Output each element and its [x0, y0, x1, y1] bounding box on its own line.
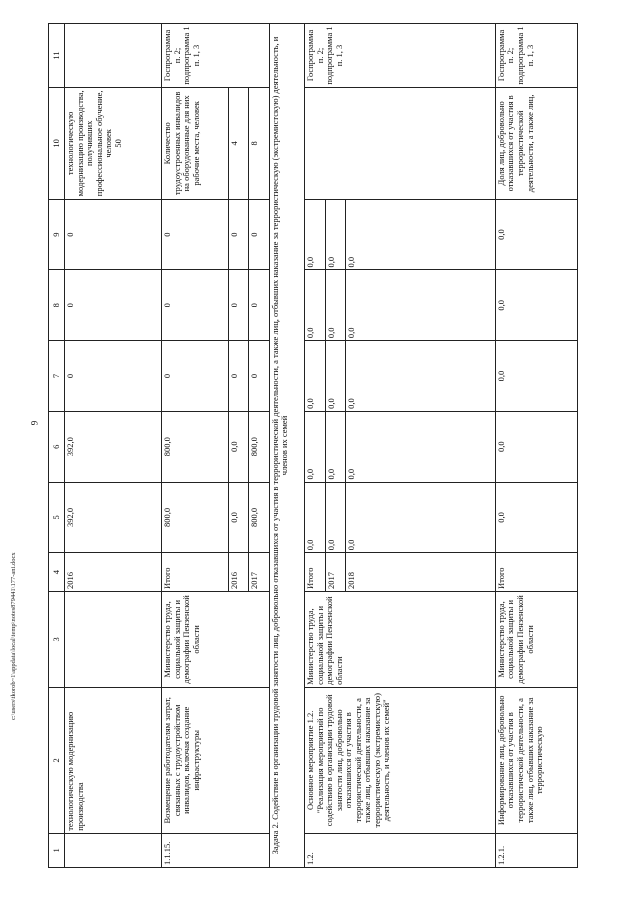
- measure-name: Возмещение работодателям затрат, связанных с трудоустройством инвалидов, включая создание инфраструктуры: [162, 687, 269, 833]
- value-cell: 0,0: [495, 270, 577, 341]
- value-cell: 0,0: [325, 482, 345, 553]
- table-row: [65, 24, 162, 868]
- value-cell: 800,0: [249, 411, 269, 482]
- year-cell: Итого: [162, 553, 229, 592]
- col-7: 7: [49, 341, 65, 412]
- value-cell: 0: [229, 341, 249, 412]
- measure-name: Информирование лиц, добровольно отказавшихся от участия в террористической деятельности, а также лиц, отбывших наказание за террористическую: [495, 687, 577, 833]
- indicator-value: 50: [112, 139, 123, 148]
- value-cell: 0,0: [345, 411, 495, 482]
- indicator-value: 4: [229, 87, 249, 199]
- value-cell: 0,0: [495, 411, 577, 482]
- value-cell: 0,0: [495, 199, 577, 270]
- value-cell: 0: [162, 341, 229, 412]
- indicator-text: технологическую модернизацию производства, получивших профессиональное обучение, человек: [65, 90, 114, 197]
- value-cell: 0: [229, 270, 249, 341]
- program-ref: Госпрограмма п. 2; подпрограмма 1 п. 1, 3: [305, 24, 496, 88]
- col-9: 9: [49, 199, 65, 270]
- task-heading-row: [269, 24, 305, 868]
- col-3: 3: [49, 592, 65, 688]
- value-cell: 0,0: [305, 270, 325, 341]
- row-number: 1.1.15.: [162, 833, 269, 867]
- value-cell: 392,0: [65, 411, 162, 482]
- value-cell: 800,0: [162, 411, 229, 482]
- year-cell: 2018: [345, 553, 495, 592]
- value-cell: 0,0: [305, 199, 325, 270]
- value-cell: 0,0: [345, 482, 495, 553]
- year-cell: Итого: [495, 553, 577, 592]
- value-cell: 0: [162, 199, 229, 270]
- value-cell: 0,0: [305, 482, 325, 553]
- value-cell: 800,0: [162, 482, 229, 553]
- value-cell: 0: [65, 199, 162, 270]
- value-cell: 0,0: [325, 199, 345, 270]
- value-cell: 0,0: [345, 199, 495, 270]
- task-heading: Задача 2. Содействие в организации трудовой занятости лиц, добровольно отказавшихся от участия в террористической деятельности, а также лиц, отбывших наказание за террористическую (экстремистскую) деятельность, и членов их семей: [269, 24, 305, 868]
- col-6: 6: [49, 411, 65, 482]
- value-cell: 800,0: [249, 482, 269, 553]
- year-cell: 2016: [65, 553, 162, 592]
- col-2: 2: [49, 687, 65, 833]
- page-number: 9: [29, 420, 40, 426]
- year-cell: 2017: [325, 553, 345, 592]
- col-4: 4: [49, 553, 65, 592]
- col-8: 8: [49, 270, 65, 341]
- col-5: 5: [49, 482, 65, 553]
- value-cell: 0,0: [495, 482, 577, 553]
- value-cell: 0,0: [305, 341, 325, 412]
- indicator-value: 8: [249, 87, 269, 199]
- indicator-text: Доля лиц, добровольно отказавшихся от участия в террористической деятельности, а также лиц,: [495, 87, 577, 199]
- value-cell: 0,0: [229, 411, 249, 482]
- value-cell: 0: [65, 270, 162, 341]
- col-10: 10: [49, 87, 65, 199]
- value-cell: 0,0: [305, 411, 325, 482]
- year-cell: 2017: [249, 553, 269, 592]
- indicator-text: Количество трудоустроенных инвалидов на оборудованные для них рабочие места, человек: [162, 87, 229, 199]
- row-number: 1.2.: [305, 833, 496, 867]
- value-cell: 0,0: [345, 270, 495, 341]
- program-measures-table: [48, 23, 578, 868]
- rotated-table-page: [48, 23, 578, 868]
- row-number: 1.2.1.: [495, 833, 577, 867]
- table-row: [305, 24, 325, 868]
- value-cell: 0,0: [325, 411, 345, 482]
- value-cell: 0,0: [325, 270, 345, 341]
- value-cell: 0: [249, 341, 269, 412]
- value-cell: 0: [249, 199, 269, 270]
- footer-file-path: c:\users\tkorob~1\appdata\local\temp\notes879441\177-ani.docx: [10, 552, 17, 720]
- value-cell: 0,0: [229, 482, 249, 553]
- year-cell: 2016: [229, 553, 249, 592]
- measure-name: Основное мероприятие 1.2. "Реализация мероприятий по содействию в организации трудовой занятости лиц, добровольно отказавшихся от участия в террористической деятельности, а также лиц, отбывших наказание за террористическую (экстремистскую) деятельность, и членов их семей": [305, 687, 496, 833]
- year-cell: Итого: [305, 553, 325, 592]
- value-cell: 0: [249, 270, 269, 341]
- program-ref: Госпрограмма п. 2; подпрограмма 1 п. 1, 3: [495, 24, 577, 88]
- value-cell: 0: [229, 199, 249, 270]
- col-11: 11: [49, 24, 65, 88]
- executor: Министерство труда, социальной защиты и демографии Пензенской области: [305, 592, 496, 688]
- program-ref: Госпрограмма п. 2; подпрограмма 1 п. 1, 3: [162, 24, 269, 88]
- value-cell: 392,0: [65, 482, 162, 553]
- table-row: [495, 24, 577, 868]
- value-cell: 0,0: [325, 341, 345, 412]
- table-row: [162, 24, 229, 868]
- measure-name: технологическую модернизацию производства: [65, 687, 162, 833]
- value-cell: 0: [65, 341, 162, 412]
- executor: Министерство труда, социальной защиты и демографии Пензенской области: [162, 592, 269, 688]
- value-cell: 0,0: [495, 341, 577, 412]
- column-number-row: [49, 24, 65, 868]
- value-cell: 0: [162, 270, 229, 341]
- value-cell: 0,0: [345, 341, 495, 412]
- col-1: 1: [49, 833, 65, 867]
- executor: Министерство труда, социальной защиты и демографии Пензенской области: [495, 592, 577, 688]
